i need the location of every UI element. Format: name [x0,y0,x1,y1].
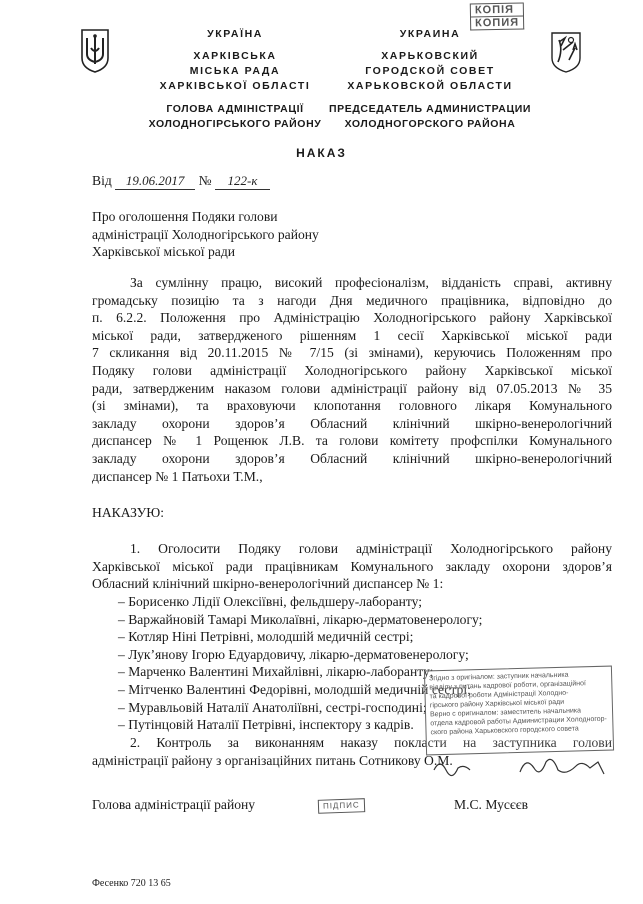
item2-line: адміністрації району з організаційних питань Сотникову О.М. [92,752,453,768]
copy-stamp-line1: КОПІЯ [470,3,524,18]
person-item: – Марченко Валентині Михайлівні, лікарю-лаборанту; [118,664,434,680]
header-position-ua-1: ГОЛОВА АДМІНІСТРАЦІЇ [166,103,304,115]
person-item: – Мітченко Валентині Федорівні, молодшій медичній сестрі; [118,681,471,697]
preamble-paragraph [92,274,612,485]
subject-line: Харківської міської ради [92,244,236,260]
header-council-ru-1: ХАРЬКОВСКИЙ [381,50,479,62]
date-prefix: Від [92,173,112,188]
date-line [92,173,270,190]
subject-block [92,208,319,261]
kharkiv-coat-of-arms-icon [549,30,583,74]
signature-name: М.С. Мусєєв [454,797,529,812]
header-position-ua-2: ХОЛОДНОГІРСЬКОГО РАЙОНУ [148,118,322,130]
item1-line: 1. Оголосити Подяку голови адміністрації Холодногірського району [130,541,612,556]
person-item: – Варжайновій Тамарі Миколаївні, лікарю-дерматовенерологу; [118,611,483,627]
preamble-line: 7 скликання від 20.11.2015 № 7/15 (зі змінами), керуючись Положенням про [92,345,612,361]
header-position-ru-2: ХОЛОДНОГОРСКОГО РАЙОНА [344,118,516,130]
cert-stamp-line: та кадрової роботи Адміністрації Холодно- [429,689,569,701]
cert-stamp-line: отдела кадровой работы Администрации Холодногор- [430,715,607,728]
signature-stamp: ПІДПИС [318,798,365,814]
cert-stamp-line: гірського району Харківської міської ради [429,698,565,710]
preamble-line: громадську позицію та з нагоди Дня медичного працівника, відповідно до [92,292,612,308]
order-item-1 [92,540,612,593]
handwritten-signature-icon [430,750,610,782]
item1-line: Обласний клінічний шкірно-венерологічний диспансер № 1: [92,576,444,592]
header-ukrainian [130,27,340,132]
preamble-line: закладу охорони здоров’я Обласний клінічний шкірно-венерологічний [92,415,612,431]
person-item: – Борисенко Лідії Олексіївні, фельдшеру-лаборанту; [118,594,423,609]
signature-position: Голова адміністрації району [92,797,256,812]
item1-line: Харківської міської ради працівникам Комунального закладу охорони здоров’я [92,558,612,574]
cert-stamp-line: Згідно з оригіналом: заступник начальника [429,671,569,683]
preamble-line: диспансер № 1 Рощенюк Л.В. та голови комітету профспілки Комунального [92,433,612,449]
header-council-ua-2: МІСЬКА РАДА [189,65,281,77]
person-item: – Котляр Ніні Петрівні, молодшій медичній сестрі; [118,629,414,645]
item2-line: 2. Контроль за виконанням наказу покласти на заступника голови [130,735,612,750]
cert-stamp-line: ского района Харьковского городского совета [430,725,579,737]
cert-stamp-line: відділу з питань кадрової роботи, організаційної [429,680,587,692]
preamble-line: закладу охорони здоров’я Обласний клінічний шкірно-венерологічний [92,450,612,466]
date-handwritten: 19.06.2017 [115,173,195,190]
preamble-line: п. 6.2.2. Положення про Адміністрацію Холодногірського району Харківської [92,310,612,326]
header-council-ua-1: ХАРКІВСЬКА [193,50,277,62]
preamble-line: міської ради, затвердженого рішенням 1 сесії Харківської міської ради [92,327,612,343]
cert-stamp-line: Верно с оригиналом: заместитель начальника [429,707,582,719]
person-item: – Муравльовій Наталії Анатоліївні, сестрі-господині; [118,699,427,715]
number-label: № [198,173,212,188]
header-country-ru: УКРАИНА [399,28,461,40]
preamble-line: (зі змінами), та враховуючи клопотання головного лікаря Комунального [92,398,612,414]
subject-line: адміністрації Холодногірського району [92,226,319,242]
person-item: – Лук’янову Ігорю Едуардовичу, лікарю-дерматовенерологу; [118,646,469,662]
person-item: – Путінцовій Наталії Петрівні, інспектору з кадрів. [118,717,414,733]
copy-stamp-line2: КОПИЯ [470,17,524,31]
preamble-line: Подяку голови адміністрації Холодногірського району Харківської міської [92,362,612,378]
preamble-line: За сумлінну працю, високий професіоналізм, відданість справі, активну [130,275,612,290]
footer-executor: Фесенко 720 13 65 [92,878,171,889]
preamble-line: диспансер № 1 Патьохи Т.М., [92,468,263,484]
header-russian [325,27,535,132]
preamble-line: ради, затвердженим наказом голови адміністрації району від 07.05.2013 № 35 [92,380,612,396]
certification-stamp [424,666,614,756]
trident-coat-of-arms-icon [80,28,110,74]
header-council-ru-2: ГОРОДСКОЙ СОВЕТ [365,65,495,77]
subject-line: Про оголошення Подяки голови [92,209,278,224]
header-country-ua: УКРАЇНА [207,28,263,40]
document-title: НАКАЗ [296,146,347,160]
order-word: НАКАЗУЮ: [92,505,165,520]
header-council-ru-3: ХАРЬКОВСКОЙ ОБЛАСТИ [347,80,513,92]
header-position-ru-1: ПРЕДСЕДАТЕЛЬ АДМИНИСТРАЦИИ [328,103,532,115]
number-handwritten: 122-к [215,173,270,190]
header-council-ua-3: ХАРКІВСЬКОЇ ОБЛАСТІ [159,80,311,92]
